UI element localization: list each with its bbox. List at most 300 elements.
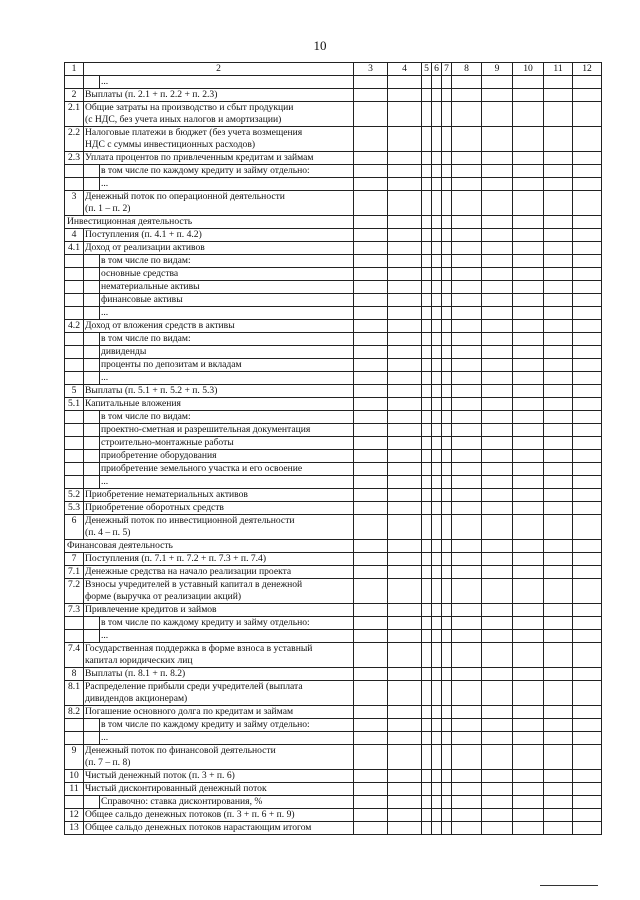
value-cell xyxy=(388,579,422,604)
column-header: 9 xyxy=(482,63,513,76)
row-number xyxy=(65,796,84,809)
value-cell xyxy=(573,385,602,398)
row-label-line: Поступления (п. 4.1 + п. 4.2) xyxy=(85,229,202,240)
value-cell xyxy=(422,411,432,424)
value-cell xyxy=(544,719,573,732)
value-cell xyxy=(354,372,388,385)
value-cell xyxy=(388,809,422,822)
row-label xyxy=(84,385,354,398)
value-cell xyxy=(388,346,422,359)
value-cell xyxy=(432,216,442,229)
value-cell xyxy=(354,242,388,255)
value-cell xyxy=(513,668,544,681)
value-cell xyxy=(388,489,422,502)
value-cell xyxy=(482,255,513,268)
value-cell xyxy=(452,346,482,359)
value-cell xyxy=(388,255,422,268)
value-cell xyxy=(482,822,513,835)
value-cell xyxy=(432,437,442,450)
row-label-line: Государственная поддержка в форме взноса в уставный xyxy=(85,643,313,654)
row-number xyxy=(65,411,84,424)
table-row-item xyxy=(65,191,602,216)
value-cell xyxy=(573,732,602,745)
table-row-item xyxy=(65,102,602,127)
value-cell xyxy=(544,398,573,411)
value-cell xyxy=(432,796,442,809)
value-cell xyxy=(573,411,602,424)
row-label xyxy=(84,604,354,617)
row-number: 5.3 xyxy=(65,502,84,515)
row-label: ... xyxy=(100,76,354,89)
table-row-item xyxy=(65,127,602,152)
value-cell xyxy=(513,152,544,165)
value-cell xyxy=(354,809,388,822)
value-cell xyxy=(432,398,442,411)
value-cell xyxy=(573,476,602,489)
value-cell xyxy=(513,630,544,643)
row-number xyxy=(65,281,84,294)
value-cell xyxy=(388,502,422,515)
value-cell xyxy=(388,333,422,346)
value-cell xyxy=(388,411,422,424)
value-cell xyxy=(442,630,452,643)
value-cell xyxy=(442,450,452,463)
value-cell xyxy=(432,127,442,152)
value-cell xyxy=(513,127,544,152)
value-cell xyxy=(422,359,432,372)
row-number: 10 xyxy=(65,770,84,783)
value-cell xyxy=(354,489,388,502)
table-row-sub xyxy=(65,281,602,294)
table-row-item xyxy=(65,745,602,770)
row-number xyxy=(65,294,84,307)
value-cell xyxy=(544,681,573,706)
value-cell xyxy=(388,281,422,294)
row-label-line: Выплаты (п. 5.1 + п. 5.2 + п. 5.3) xyxy=(85,385,218,396)
value-cell xyxy=(573,706,602,719)
value-cell xyxy=(354,424,388,437)
value-cell xyxy=(442,216,452,229)
value-cell xyxy=(573,398,602,411)
row-number: 2.1 xyxy=(65,102,84,127)
value-cell xyxy=(482,268,513,281)
row-number: 4 xyxy=(65,229,84,242)
value-cell xyxy=(482,463,513,476)
value-cell xyxy=(482,127,513,152)
column-header: 3 xyxy=(354,63,388,76)
row-number xyxy=(65,307,84,320)
value-cell xyxy=(354,732,388,745)
value-cell xyxy=(442,783,452,796)
value-cell xyxy=(482,540,513,553)
value-cell xyxy=(422,333,432,346)
value-cell xyxy=(573,255,602,268)
value-cell xyxy=(482,191,513,216)
table-row-sub xyxy=(65,719,602,732)
value-cell xyxy=(513,398,544,411)
value-cell xyxy=(544,424,573,437)
value-cell xyxy=(432,424,442,437)
value-cell xyxy=(544,732,573,745)
value-cell xyxy=(544,76,573,89)
value-cell xyxy=(482,307,513,320)
value-cell xyxy=(544,540,573,553)
indent-cell xyxy=(84,463,100,476)
value-cell xyxy=(354,437,388,450)
value-cell xyxy=(544,178,573,191)
value-cell xyxy=(442,294,452,307)
value-cell xyxy=(422,681,432,706)
row-label xyxy=(84,783,354,796)
value-cell xyxy=(573,489,602,502)
value-cell xyxy=(432,681,442,706)
value-cell xyxy=(388,165,422,178)
row-label xyxy=(84,398,354,411)
value-cell xyxy=(482,372,513,385)
row-number: 7.2 xyxy=(65,579,84,604)
row-label xyxy=(84,643,354,668)
value-cell xyxy=(452,553,482,566)
value-cell xyxy=(452,178,482,191)
value-cell xyxy=(388,630,422,643)
value-cell xyxy=(573,165,602,178)
table-row-item xyxy=(65,229,602,242)
value-cell xyxy=(432,463,442,476)
row-number: 6 xyxy=(65,515,84,540)
column-header: 7 xyxy=(442,63,452,76)
value-cell xyxy=(513,450,544,463)
row-label-line: Доход от реализации активов xyxy=(85,242,205,253)
value-cell xyxy=(354,255,388,268)
row-label xyxy=(84,579,354,604)
value-cell xyxy=(432,411,442,424)
value-cell xyxy=(452,127,482,152)
value-cell xyxy=(544,294,573,307)
value-cell xyxy=(482,165,513,178)
value-cell xyxy=(513,216,544,229)
value-cell xyxy=(388,476,422,489)
value-cell xyxy=(422,450,432,463)
value-cell xyxy=(422,102,432,127)
value-cell xyxy=(452,165,482,178)
value-cell xyxy=(513,604,544,617)
value-cell xyxy=(432,385,442,398)
value-cell xyxy=(442,229,452,242)
table-row-item xyxy=(65,515,602,540)
value-cell xyxy=(442,398,452,411)
row-label xyxy=(84,706,354,719)
value-cell xyxy=(432,566,442,579)
value-cell xyxy=(513,385,544,398)
value-cell xyxy=(482,668,513,681)
value-cell xyxy=(544,359,573,372)
value-cell xyxy=(442,320,452,333)
value-cell xyxy=(573,372,602,385)
row-label-line: Капитальные вложения xyxy=(85,398,181,409)
row-number xyxy=(65,255,84,268)
row-label: приобретение земельного участка и его освоение xyxy=(100,463,354,476)
row-label xyxy=(84,515,354,540)
value-cell xyxy=(432,719,442,732)
value-cell xyxy=(452,745,482,770)
value-cell xyxy=(422,191,432,216)
value-cell xyxy=(388,515,422,540)
table-row-sub xyxy=(65,450,602,463)
value-cell xyxy=(388,89,422,102)
value-cell xyxy=(442,372,452,385)
value-cell xyxy=(482,745,513,770)
value-cell xyxy=(442,255,452,268)
value-cell xyxy=(354,783,388,796)
value-cell xyxy=(452,579,482,604)
indent-cell xyxy=(84,424,100,437)
value-cell xyxy=(442,706,452,719)
row-label-line: Денежный поток по финансовой деятельности xyxy=(85,745,276,756)
value-cell xyxy=(482,437,513,450)
row-label: в том числе по видам: xyxy=(100,255,354,268)
value-cell xyxy=(432,809,442,822)
row-label: ... xyxy=(100,178,354,191)
value-cell xyxy=(452,643,482,668)
indent-cell xyxy=(84,281,100,294)
value-cell xyxy=(513,745,544,770)
value-cell xyxy=(544,229,573,242)
value-cell xyxy=(573,294,602,307)
value-cell xyxy=(432,89,442,102)
indent-cell xyxy=(84,255,100,268)
table-row-item xyxy=(65,489,602,502)
row-number xyxy=(65,450,84,463)
table-row-sub xyxy=(65,617,602,630)
value-cell xyxy=(432,178,442,191)
indent-cell xyxy=(84,630,100,643)
value-cell xyxy=(388,719,422,732)
row-label-line: форме (выручка от реализации акций) xyxy=(85,591,242,602)
value-cell xyxy=(432,307,442,320)
row-label-line: Уплата процентов по привлеченным кредитам и займам xyxy=(85,152,314,163)
page-number: 10 xyxy=(313,38,327,53)
value-cell xyxy=(442,165,452,178)
value-cell xyxy=(422,706,432,719)
value-cell xyxy=(513,102,544,127)
value-cell xyxy=(388,294,422,307)
value-cell xyxy=(544,437,573,450)
value-cell xyxy=(482,359,513,372)
row-number: 4.2 xyxy=(65,320,84,333)
value-cell xyxy=(388,76,422,89)
row-label: в том числе по каждому кредиту и займу отдельно: xyxy=(100,617,354,630)
value-cell xyxy=(452,604,482,617)
value-cell xyxy=(388,307,422,320)
value-cell xyxy=(482,294,513,307)
value-cell xyxy=(442,719,452,732)
value-cell xyxy=(544,165,573,178)
value-cell xyxy=(422,76,432,89)
value-cell xyxy=(388,320,422,333)
row-label-line: Доход от вложения средств в активы xyxy=(85,320,235,331)
value-cell xyxy=(452,385,482,398)
value-cell xyxy=(442,359,452,372)
value-cell xyxy=(442,385,452,398)
value-cell xyxy=(513,76,544,89)
value-cell xyxy=(354,178,388,191)
value-cell xyxy=(388,681,422,706)
value-cell xyxy=(422,502,432,515)
value-cell xyxy=(544,333,573,346)
value-cell xyxy=(544,770,573,783)
value-cell xyxy=(442,281,452,294)
row-label xyxy=(84,229,354,242)
row-label xyxy=(84,89,354,102)
indent-cell xyxy=(84,796,100,809)
value-cell xyxy=(354,165,388,178)
value-cell xyxy=(442,668,452,681)
value-cell xyxy=(544,643,573,668)
value-cell xyxy=(573,152,602,165)
value-cell xyxy=(482,281,513,294)
row-number: 3 xyxy=(65,191,84,216)
value-cell xyxy=(388,424,422,437)
value-cell xyxy=(354,822,388,835)
value-cell xyxy=(354,681,388,706)
value-cell xyxy=(452,681,482,706)
row-number: 12 xyxy=(65,809,84,822)
value-cell xyxy=(573,346,602,359)
row-number xyxy=(65,165,84,178)
value-cell xyxy=(573,566,602,579)
value-cell xyxy=(452,566,482,579)
value-cell xyxy=(442,822,452,835)
value-cell xyxy=(482,476,513,489)
table-row-item xyxy=(65,566,602,579)
value-cell xyxy=(354,359,388,372)
value-cell xyxy=(544,822,573,835)
value-cell xyxy=(452,476,482,489)
value-cell xyxy=(442,476,452,489)
value-cell xyxy=(442,604,452,617)
value-cell xyxy=(442,152,452,165)
value-cell xyxy=(452,191,482,216)
value-cell xyxy=(573,102,602,127)
value-cell xyxy=(354,515,388,540)
value-cell xyxy=(388,372,422,385)
value-cell xyxy=(482,450,513,463)
value-cell xyxy=(573,320,602,333)
value-cell xyxy=(513,783,544,796)
row-label-line: Общие затраты на производство и сбыт продукции xyxy=(85,102,294,113)
indent-cell xyxy=(84,165,100,178)
value-cell xyxy=(452,307,482,320)
value-cell xyxy=(354,152,388,165)
value-cell xyxy=(544,450,573,463)
value-cell xyxy=(432,553,442,566)
row-number: 5.1 xyxy=(65,398,84,411)
table-row-sub xyxy=(65,346,602,359)
table-row-sub xyxy=(65,424,602,437)
table-row-section xyxy=(65,216,602,229)
value-cell xyxy=(432,540,442,553)
value-cell xyxy=(513,553,544,566)
value-cell xyxy=(452,76,482,89)
value-cell xyxy=(544,152,573,165)
row-label: ... xyxy=(100,372,354,385)
value-cell xyxy=(422,770,432,783)
row-number: 2 xyxy=(65,89,84,102)
row-label-line: Приобретение оборотных средств xyxy=(85,502,224,513)
value-cell xyxy=(432,346,442,359)
value-cell xyxy=(388,127,422,152)
value-cell xyxy=(422,476,432,489)
value-cell xyxy=(422,515,432,540)
row-label-line: НДС с суммы инвестиционных расходов) xyxy=(85,139,256,150)
value-cell xyxy=(354,216,388,229)
row-label: проценты по депозитам и вкладам xyxy=(100,359,354,372)
value-cell xyxy=(422,307,432,320)
value-cell xyxy=(432,643,442,668)
value-cell xyxy=(432,255,442,268)
row-number: 13 xyxy=(65,822,84,835)
indent-cell xyxy=(84,359,100,372)
value-cell xyxy=(544,668,573,681)
value-cell xyxy=(544,127,573,152)
value-cell xyxy=(452,706,482,719)
value-cell xyxy=(354,346,388,359)
value-cell xyxy=(354,668,388,681)
row-label: в том числе по видам: xyxy=(100,411,354,424)
column-header: 6 xyxy=(432,63,442,76)
value-cell xyxy=(442,268,452,281)
table-row-sub xyxy=(65,307,602,320)
table-row-sub xyxy=(65,630,602,643)
value-cell xyxy=(573,668,602,681)
value-cell xyxy=(482,732,513,745)
table-row-item xyxy=(65,668,602,681)
value-cell xyxy=(432,191,442,216)
value-cell xyxy=(442,102,452,127)
value-cell xyxy=(573,127,602,152)
value-cell xyxy=(513,770,544,783)
value-cell xyxy=(482,770,513,783)
row-number xyxy=(65,268,84,281)
value-cell xyxy=(573,630,602,643)
value-cell xyxy=(354,604,388,617)
value-cell xyxy=(544,579,573,604)
indent-cell xyxy=(84,437,100,450)
value-cell xyxy=(354,643,388,668)
value-cell xyxy=(544,89,573,102)
value-cell xyxy=(482,566,513,579)
row-number: 9 xyxy=(65,745,84,770)
value-cell xyxy=(452,242,482,255)
table-row-item xyxy=(65,604,602,617)
row-label-line: (с НДС, без учета иных налогов и амортизации) xyxy=(85,114,282,125)
value-cell xyxy=(354,630,388,643)
value-cell xyxy=(544,630,573,643)
value-cell xyxy=(573,76,602,89)
row-label xyxy=(84,822,354,835)
row-label-line: Погашение основного долга по кредитам и займам xyxy=(85,706,294,717)
value-cell xyxy=(513,822,544,835)
value-cell xyxy=(513,346,544,359)
value-cell xyxy=(388,604,422,617)
value-cell xyxy=(544,307,573,320)
indent-cell xyxy=(84,307,100,320)
row-label-line: капитал юридических лиц xyxy=(85,655,193,666)
value-cell xyxy=(513,706,544,719)
row-number: 8.1 xyxy=(65,681,84,706)
value-cell xyxy=(422,89,432,102)
row-number xyxy=(65,333,84,346)
